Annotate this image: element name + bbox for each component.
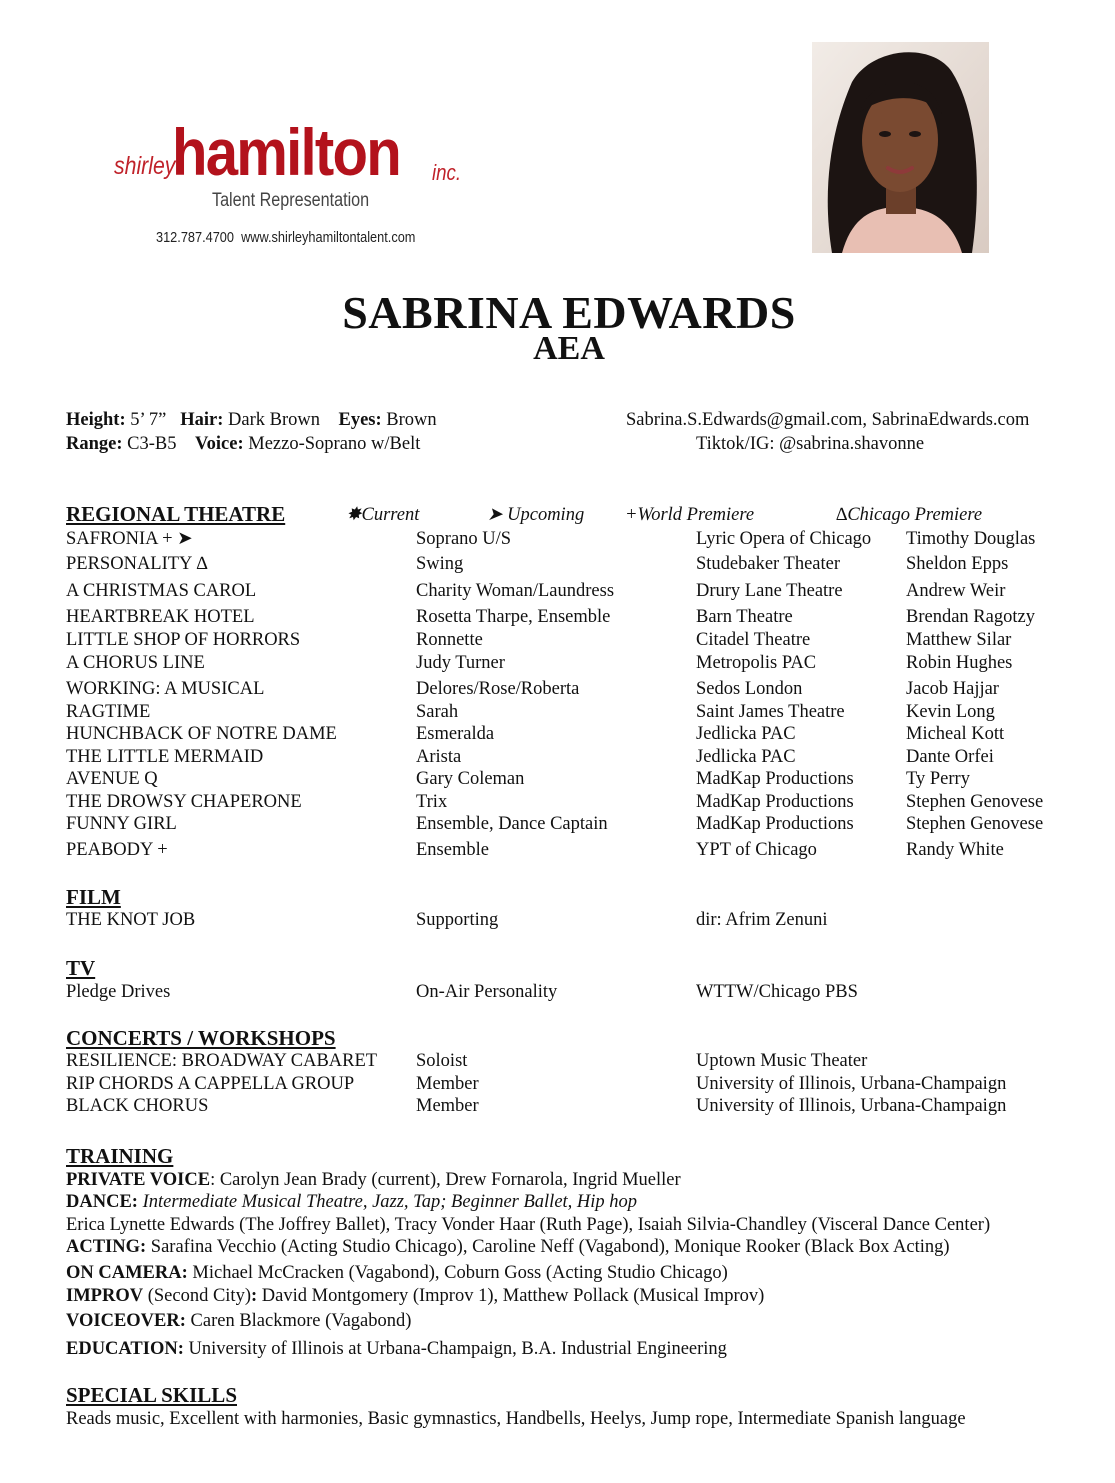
director: Micheal Kott (906, 724, 1005, 744)
role: Rosetta Tharpe, Ensemble (416, 607, 611, 627)
role: Charity Woman/Laundress (416, 581, 615, 601)
director: Sheldon Epps (906, 554, 1009, 574)
director: Ty Perry (906, 769, 970, 789)
contact-social: Tiktok/IG: @sabrina.shavonne (696, 434, 925, 454)
agency-logo (110, 115, 470, 253)
training-on-camera: ON CAMERA: Michael McCracken (Vagabond), Coburn Goss (Acting Studio Chicago) (66, 1263, 728, 1283)
table-row: RIP CHORDS A CAPPELLA GROUP Member University of Illinois, Urbana-Champaign (66, 1074, 1007, 1094)
table-row: BLACK CHORUS Member University of Illinois, Urbana-Champaign (66, 1096, 1007, 1116)
table-row (0, 528, 1115, 550)
legend-chicago-premiere: ∆Chicago Premiere (836, 505, 983, 525)
table-row (0, 678, 1115, 700)
role: Sarah (416, 702, 459, 722)
legend-current: ✸Current (346, 505, 420, 525)
table-row (0, 580, 1115, 602)
agency-contact (156, 229, 415, 246)
training-dance: DANCE: Intermediate Musical Theatre, Jazz, Tap; Beginner Ballet, Hip hop (66, 1192, 638, 1212)
theatre: MadKap Productions (696, 814, 854, 834)
table-row: THE KNOT JOB Supporting dir: Afrim Zenuni (66, 910, 828, 930)
show-title: RAGTIME (66, 702, 151, 722)
role: Ronnette (416, 630, 483, 650)
theatre: Jedlicka PAC (696, 724, 796, 744)
show-title: AVENUE Q (66, 769, 158, 789)
theatre: Jedlicka PAC (696, 747, 796, 767)
theatre: Metropolis PAC (696, 653, 817, 673)
actor-name: SABRINA EDWARDS (342, 287, 796, 338)
agency-phone: 312.787.4700 (156, 229, 235, 246)
legend (0, 504, 1115, 526)
show-title: LITTLE SHOP OF HORRORS (66, 630, 301, 650)
show-title: A CHORUS LINE (66, 653, 205, 673)
special-skills-text: Reads music, Excellent with harmonies, Basic gymnastics, Handbells, Heelys, Jump rope, Intermediate Spanish language (66, 1409, 966, 1429)
table-row (0, 553, 1115, 575)
director: Stephen Genovese (906, 814, 1044, 834)
headshot-photo (812, 42, 989, 253)
role: Soprano U/S (416, 529, 512, 549)
show-title: HUNCHBACK OF NOTRE DAME (66, 724, 337, 744)
theatre: Citadel Theatre (696, 630, 811, 650)
theatre: Sedos London (696, 679, 803, 699)
training-voice: PRIVATE VOICE: Carolyn Jean Brady (current), Drew Fornarola, Ingrid Mueller (66, 1170, 681, 1190)
logo-inc: inc. (432, 160, 462, 185)
theatre: Barn Theatre (696, 607, 793, 627)
table-row: Pledge Drives On-Air Personality WTTW/Chicago PBS (66, 982, 858, 1002)
role: Swing (416, 554, 464, 574)
show-title: FUNNY GIRL (66, 814, 177, 834)
director: Robin Hughes (906, 653, 1013, 673)
director: Andrew Weir (906, 581, 1006, 601)
role: Trix (416, 792, 448, 812)
theatre: Studebaker Theater (696, 554, 840, 574)
table-row (0, 701, 1115, 723)
show-title: THE LITTLE MERMAID (66, 747, 264, 767)
show-title: HEARTBREAK HOTEL (66, 607, 255, 627)
education: EDUCATION: University of Illinois at Urbana-Champaign, B.A. Industrial Engineering (66, 1339, 727, 1359)
table-row (0, 723, 1115, 745)
director: Matthew Silar (906, 630, 1012, 650)
show-title: A CHRISTMAS CAROL (66, 581, 257, 601)
table-row (0, 791, 1115, 813)
theatre: YPT of Chicago (696, 840, 817, 860)
show-title: PEABODY + (66, 840, 168, 860)
film-heading: FILM (66, 885, 121, 909)
show-title: PERSONALITY ∆ (66, 554, 208, 574)
role: Gary Coleman (416, 769, 525, 789)
logo-shirley: shirley (114, 152, 176, 180)
regional-theatre-heading: REGIONAL THEATRE (66, 502, 286, 526)
logo-tagline: Talent Representation (212, 190, 370, 211)
legend-world-premiere: +World Premiere (625, 505, 755, 525)
table-row (0, 606, 1115, 628)
theatre: Lyric Opera of Chicago (696, 529, 872, 549)
role: Ensemble (416, 840, 489, 860)
special-skills-heading: SPECIAL SKILLS (66, 1383, 237, 1407)
table-row: RESILIENCE: BROADWAY CABARET Soloist Uptown Music Theater (66, 1051, 868, 1071)
training-heading: TRAINING (66, 1144, 174, 1168)
table-row (0, 746, 1115, 768)
role: Judy Turner (416, 653, 505, 673)
legend-upcoming: ➤ Upcoming (487, 505, 585, 525)
theatre: Saint James Theatre (696, 702, 845, 722)
show-title: SAFRONIA + ➤ (66, 529, 193, 549)
role: Ensemble, Dance Captain (416, 814, 608, 834)
stats-line-2: Range: C3-B5 Voice: Mezzo-Soprano w/Belt (66, 434, 421, 454)
logo-hamilton: hamilton (172, 115, 400, 189)
table-row (0, 629, 1115, 651)
director: Dante Orfei (906, 747, 994, 767)
director: Jacob Hajjar (906, 679, 999, 699)
show-title: WORKING: A MUSICAL (66, 679, 265, 699)
actor-union: AEA (533, 330, 605, 367)
table-row (0, 813, 1115, 835)
theatre: MadKap Productions (696, 792, 854, 812)
training-improv: IMPROV (Second City): David Montgomery (Improv 1), Matthew Pollack (Musical Improv) (66, 1286, 765, 1306)
headshot-illustration (812, 42, 989, 253)
show-title: THE DROWSY CHAPERONE (66, 792, 302, 812)
training-voiceover: VOICEOVER: Caren Blackmore (Vagabond) (66, 1311, 412, 1331)
table-row (0, 652, 1115, 674)
training-dance-teachers: Erica Lynette Edwards (The Joffrey Ballet), Tracy Vonder Haar (Ruth Page), Isaiah Silvia-Chandley (Visceral Dance Center) (66, 1215, 991, 1235)
role: Arista (416, 747, 462, 767)
director: Kevin Long (906, 702, 995, 722)
director: Randy White (906, 840, 1004, 860)
table-row (0, 839, 1115, 861)
tv-heading: TV (66, 956, 96, 980)
director: Timothy Douglas (906, 529, 1036, 549)
theatre: Drury Lane Theatre (696, 581, 843, 601)
training-acting: ACTING: Sarafina Vecchio (Acting Studio Chicago), Caroline Neff (Vagabond), Monique Rooker (Black Box Acting) (66, 1237, 950, 1257)
contact-email: Sabrina.S.Edwards@gmail.com, SabrinaEdwards.com (626, 410, 1030, 430)
theatre: MadKap Productions (696, 769, 854, 789)
role: Esmeralda (416, 724, 495, 744)
director: Brendan Ragotzy (906, 607, 1035, 627)
stats-line-1: Height: 5’ 7” Hair: Dark Brown Eyes: Brown (66, 410, 437, 430)
director: Stephen Genovese (906, 792, 1044, 812)
role: Delores/Rose/Roberta (416, 679, 580, 699)
concerts-heading: CONCERTS / WORKSHOPS (66, 1026, 336, 1050)
agency-website: www.shirleyhamiltontalent.com (241, 229, 416, 246)
table-row (0, 768, 1115, 790)
